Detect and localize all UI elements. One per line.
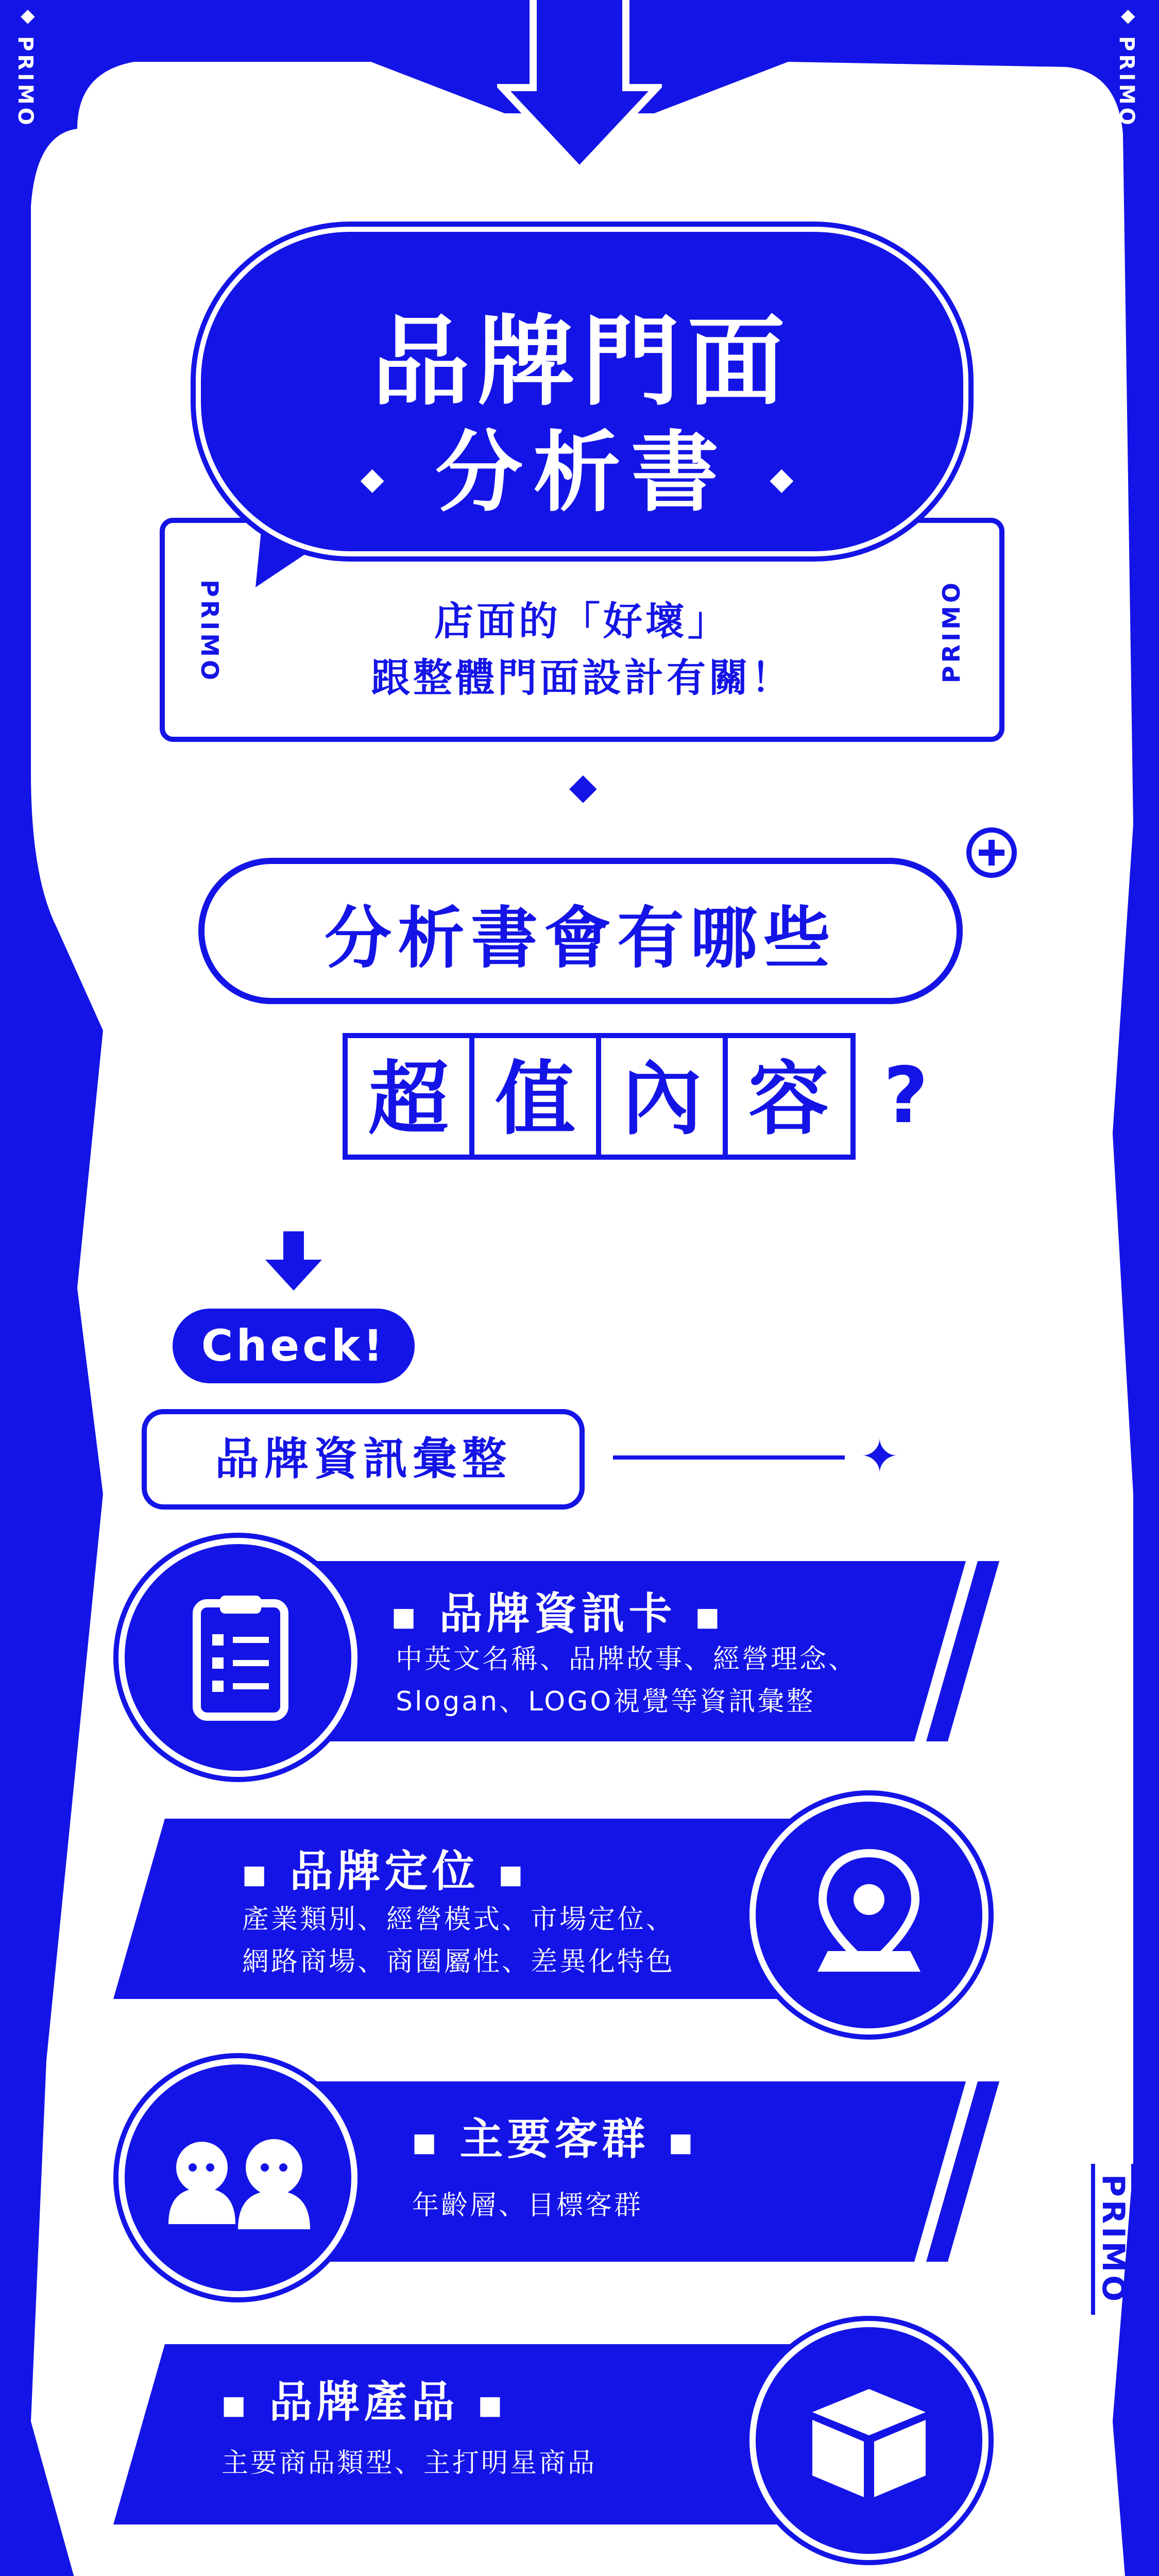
corner-diamond-left: ◆ (21, 5, 35, 26)
corner-brand-left: PRIMO (13, 36, 37, 128)
title-line-2: 分析書 (435, 422, 729, 524)
item-3-desc-line-1: 年齡層、目標客群 (412, 2190, 643, 2221)
subtitle-brand-left: PRIMO (196, 580, 224, 684)
item-1-title-row: ■ 品牌資訊卡 ■ (391, 1588, 724, 1639)
box-icon (756, 2327, 982, 2554)
item-3-circle (118, 2058, 357, 2297)
title-line-2-row (201, 402, 963, 528)
section-1-rule (613, 1455, 845, 1460)
item-4-desc-line-1: 主要商品類型、主打明星商品 (221, 2448, 597, 2479)
item-4-title-row: ■ 品牌產品 ■ (221, 2377, 507, 2427)
boxed-char-3: 內 (601, 1038, 728, 1160)
down-arrow-icon (497, 0, 662, 185)
item-2-desc-line-2: 網路商場、商圈屬性、差異化特色 (242, 1946, 675, 1977)
question-line-1: 分析書會有哪些 (324, 899, 837, 977)
title-line-1: 品牌門面 (371, 305, 792, 419)
section-heading-1: 品牌資訊彙整 (142, 1409, 585, 1510)
corner-brand-right: PRIMO (1115, 36, 1138, 128)
item-4-title: 品牌產品 (269, 2377, 459, 2427)
map-pin-icon (756, 1802, 982, 2028)
users-icon (125, 2064, 351, 2291)
title-diamond-left: ◆ (360, 461, 395, 497)
item-1-desc-line-1: 中英文名稱、品牌故事、經營理念、 (396, 1644, 858, 1675)
divider-diamond: ◆ (569, 765, 597, 807)
item-3-desc (412, 2184, 643, 2227)
item-1-desc (396, 1638, 857, 1723)
question-mark: ? (883, 1051, 929, 1141)
item-2-circle (749, 1795, 988, 2035)
item-1-circle (118, 1538, 357, 1777)
title-bubble (196, 227, 968, 556)
boxed-char-2: 值 (474, 1038, 601, 1160)
item-3-title-row: ■ 主要客群 ■ (412, 2114, 697, 2164)
side-brand-left: PRIMO (27, 1082, 71, 1233)
subtitle-line-2: 跟整體門面設計有關！ (371, 655, 793, 701)
question-pill (198, 858, 963, 1004)
title-diamond-right: ◆ (770, 461, 804, 497)
item-4-desc (221, 2442, 596, 2484)
clipboard-icon (125, 1544, 351, 1771)
corner-diamond-right: ◆ (1121, 5, 1135, 26)
item-1-desc-line-2: Slogan、LOGO視覺等資訊彙整 (396, 1686, 815, 1717)
item-2-desc-line-1: 產業類別、經營模式、市場定位、 (242, 1904, 675, 1935)
item-3-title: 主要客群 (459, 2114, 650, 2164)
boxed-char-4: 容 (748, 1052, 829, 1146)
boxed-char-1: 超 (348, 1038, 474, 1160)
section-1-sparkle: ✦ (860, 1430, 899, 1484)
small-down-arrow-icon (263, 1231, 325, 1293)
item-1-title: 品牌資訊卡 (439, 1588, 676, 1639)
subtitle-line-1: 店面的「好壞」 (434, 598, 730, 644)
side-brand-right: PRIMO (1091, 2164, 1135, 2315)
item-2-title-row: ■ 品牌定位 ■ (242, 1846, 527, 1896)
boxed-word (343, 1033, 856, 1160)
check-pill: Check! (173, 1309, 415, 1383)
subtitle-brand-right: PRIMO (938, 580, 965, 684)
item-2-title: 品牌定位 (289, 1846, 480, 1896)
plus-circle-icon (963, 824, 1020, 881)
item-4-circle (749, 2321, 988, 2560)
item-2-desc (242, 1899, 675, 1983)
